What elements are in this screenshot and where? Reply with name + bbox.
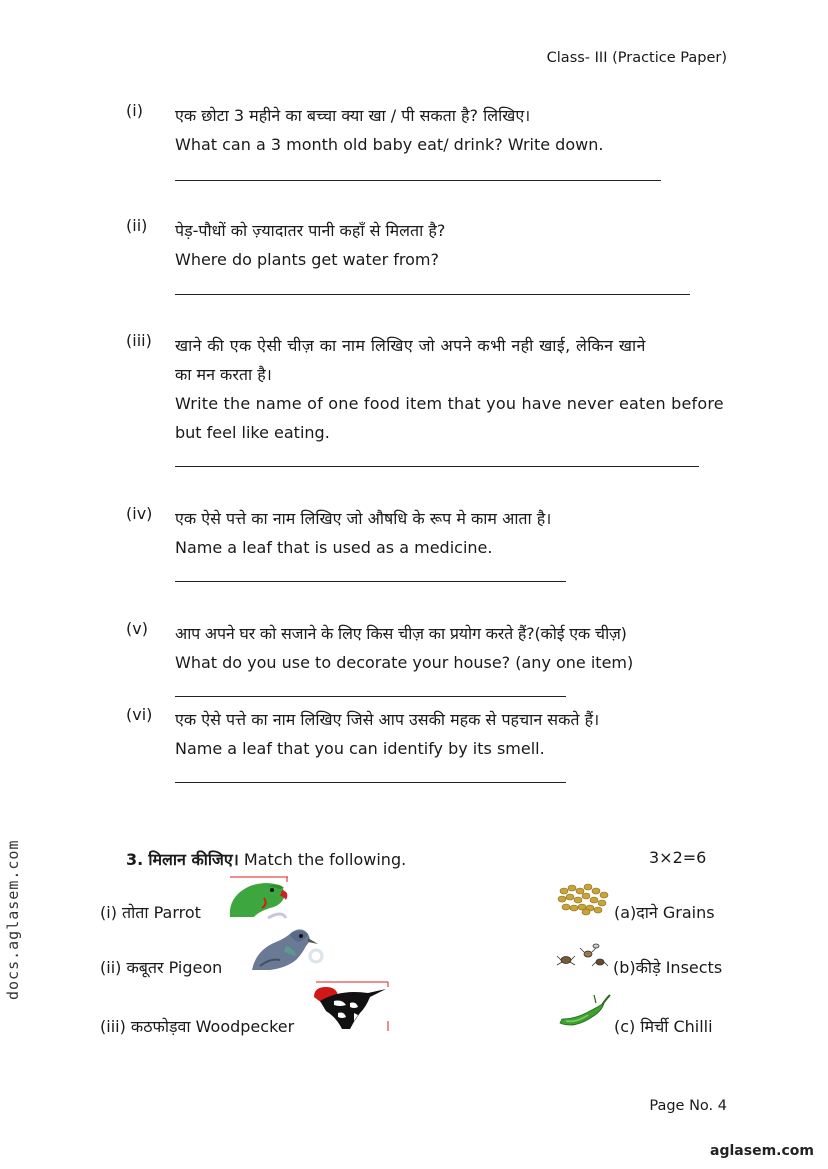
pigeon-icon [250, 926, 322, 974]
question-number: (iv) [126, 504, 153, 523]
question-number: (ii) [126, 216, 148, 235]
insects-icon [556, 940, 608, 970]
question-hindi-line-2: का मन करता है। [175, 365, 272, 384]
question-number: (i) [126, 101, 143, 120]
section-marks: 3×2=6 [649, 848, 707, 867]
question-hindi: एक छोटा 3 महीने का बच्चा क्या खा / पी सकता है? लिखिए। [175, 106, 531, 125]
match-right-grains[interactable]: (a)दाने Grains [614, 903, 715, 922]
question-hindi: आप अपने घर को सजाने के लिए किस चीज़ का प्रयोग करते हैं?(कोई एक चीज़) [175, 624, 627, 643]
match-left-pigeon[interactable]: (ii) कबूतर Pigeon [100, 958, 223, 977]
section-number: 3. [126, 850, 144, 869]
section-title-hindi: मिलान कीजिए। [148, 850, 239, 869]
section-3-heading [126, 848, 406, 870]
question-hindi: एक ऐसे पत्ते का नाम लिखिए जिसे आप उसकी महक से पहचान सकते हैं। [175, 710, 600, 729]
match-left-parrot[interactable]: (i) तोता Parrot [100, 903, 201, 922]
question-english: Name a leaf that you can identify by its smell. [175, 739, 545, 758]
match-left-woodpecker[interactable]: (iii) कठफोड़वा Woodpecker [100, 1017, 295, 1036]
answer-line-iii[interactable] [175, 466, 699, 467]
parrot-icon [228, 876, 290, 920]
answer-line-iv[interactable] [175, 581, 566, 582]
page-header: Class- III (Practice Paper) [546, 50, 727, 66]
match-right-insects[interactable]: (b)कीड़े Insects [613, 958, 723, 977]
question-hindi: पेड़-पौधों को ज़्यादातर पानी कहाँ से मिलता है? [175, 221, 446, 240]
question-english: What do you use to decorate your house? (any one item) [175, 653, 634, 672]
page-number: Page No. 4 [649, 1098, 727, 1114]
question-english: Name a leaf that is used as a medicine. [175, 538, 493, 557]
question-number: (v) [126, 619, 148, 638]
question-hindi-line-1: खाने की एक ऐसी चीज़ का नाम लिखिए जो अपने कभी नही खाई, लेकिन खाने [175, 336, 646, 355]
answer-line-vi[interactable] [175, 782, 566, 783]
chilli-icon [556, 993, 612, 1033]
watermark-text: docs.aglasem.com [4, 839, 22, 1000]
brand-text: aglasem.com [710, 1143, 814, 1159]
answer-line-v[interactable] [175, 696, 566, 697]
grains-icon [556, 881, 610, 917]
answer-line-i[interactable] [175, 180, 661, 181]
question-english-line-1: Write the name of one food item that you have never eaten before [175, 394, 724, 413]
question-english: Where do plants get water from? [175, 250, 439, 269]
question-english: What can a 3 month old baby eat/ drink? Write down. [175, 135, 604, 154]
woodpecker-icon [310, 981, 392, 1033]
question-english-line-2: but feel like eating. [175, 423, 330, 442]
question-number: (vi) [126, 705, 153, 724]
question-hindi: एक ऐसे पत्ते का नाम लिखिए जो औषधि के रूप मे काम आता है। [175, 509, 552, 528]
section-title-english: Match the following. [243, 850, 407, 869]
match-right-chilli[interactable]: (c) मिर्ची Chilli [614, 1017, 713, 1036]
answer-line-ii[interactable] [175, 294, 690, 295]
question-number: (iii) [126, 331, 152, 350]
